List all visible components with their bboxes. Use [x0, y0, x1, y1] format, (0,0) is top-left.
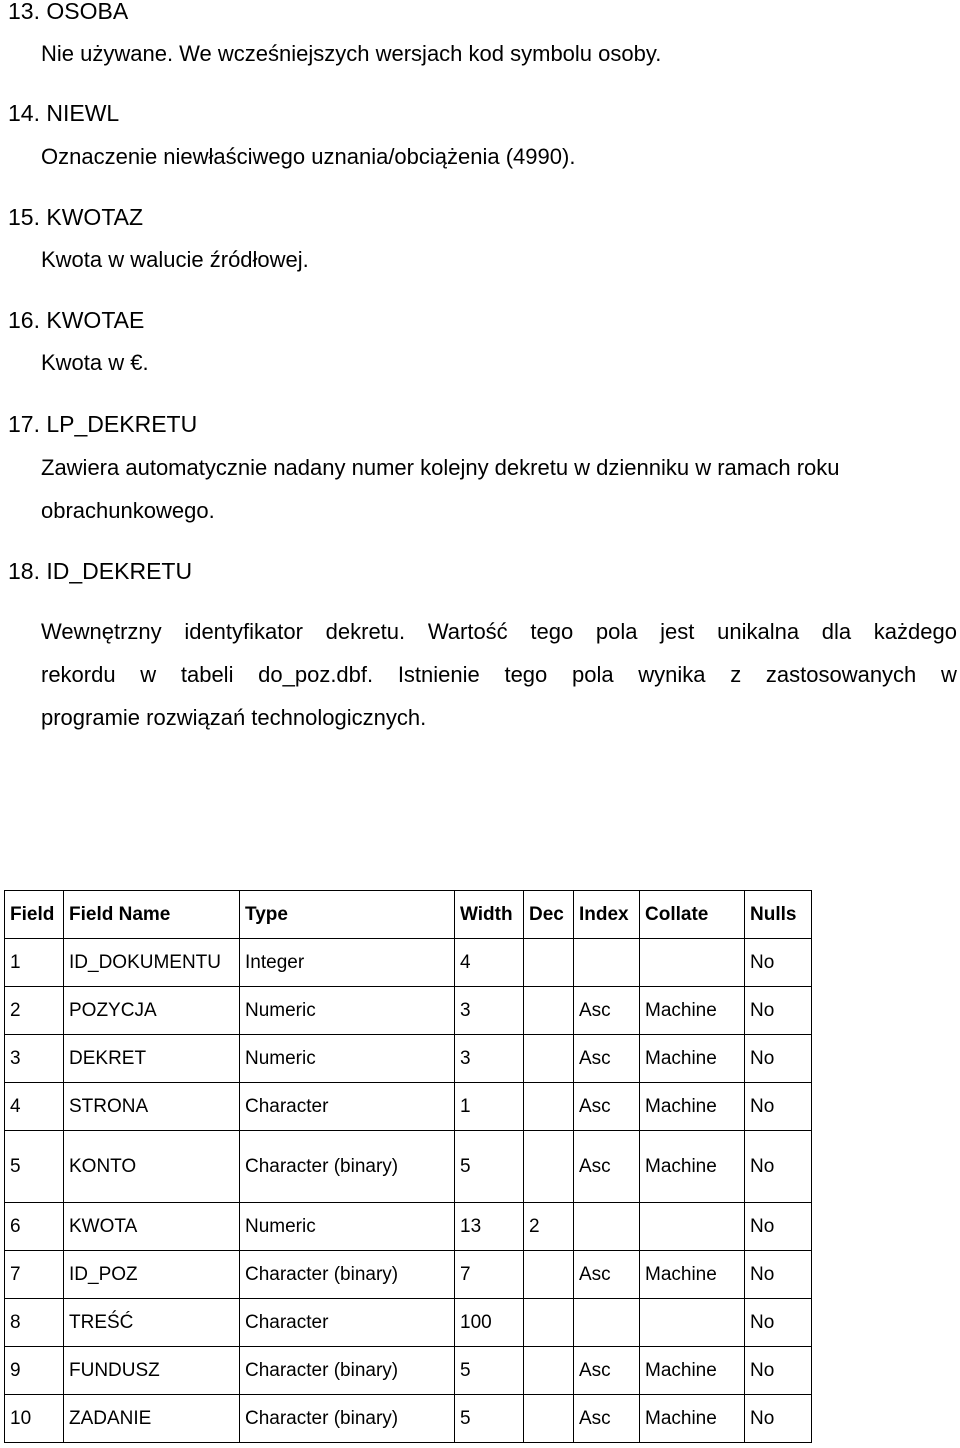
section-name: KWOTAE	[46, 307, 145, 333]
cell-width: 1	[455, 1083, 524, 1131]
cell-index	[574, 1203, 640, 1251]
cell-dec	[524, 939, 574, 987]
cell-width: 5	[455, 1347, 524, 1395]
section-16-heading	[8, 306, 144, 334]
cell-dec	[524, 1299, 574, 1347]
cell-type: Character	[240, 1299, 455, 1347]
cell-index	[574, 939, 640, 987]
cell-field: 10	[5, 1395, 64, 1443]
cell-nulls: No	[745, 1299, 812, 1347]
cell-nulls: No	[745, 939, 812, 987]
table-row	[5, 1203, 812, 1251]
cell-field-name: POZYCJA	[64, 987, 240, 1035]
cell-field-name: TREŚĆ	[64, 1299, 240, 1347]
cell-dec	[524, 1035, 574, 1083]
section-13-heading	[8, 0, 128, 25]
section-number: 16.	[8, 307, 40, 333]
section-name: NIEWL	[46, 100, 120, 126]
cell-width: 4	[455, 939, 524, 987]
column-header-field-name: Field Name	[64, 891, 240, 939]
section-16-description: Kwota w €.	[41, 350, 149, 375]
section-number: 13.	[8, 0, 40, 24]
word: w	[140, 662, 157, 687]
cell-index: Asc	[574, 1395, 640, 1443]
cell-dec	[524, 987, 574, 1035]
cell-index: Asc	[574, 987, 640, 1035]
cell-dec	[524, 1347, 574, 1395]
word: do_poz.dbf.	[258, 662, 374, 687]
word: dla	[821, 619, 852, 644]
section-number: 14.	[8, 100, 40, 126]
section-name: OSOBA	[46, 0, 129, 24]
cell-field: 2	[5, 987, 64, 1035]
cell-dec	[524, 1131, 574, 1203]
table-row	[5, 1395, 812, 1443]
column-header-field: Field	[5, 891, 64, 939]
cell-collate: Machine	[640, 1395, 745, 1443]
cell-field: 3	[5, 1035, 64, 1083]
cell-dec: 2	[524, 1203, 574, 1251]
cell-collate	[640, 1203, 745, 1251]
cell-collate	[640, 939, 745, 987]
cell-collate	[640, 1299, 745, 1347]
cell-type: Character (binary)	[240, 1347, 455, 1395]
cell-nulls: No	[745, 987, 812, 1035]
section-18-heading	[8, 557, 192, 585]
word: unikalna	[717, 619, 800, 644]
word: tego	[530, 619, 574, 644]
word: każdego	[873, 619, 957, 644]
cell-width: 5	[455, 1131, 524, 1203]
word: Wewnętrzny	[41, 619, 162, 644]
cell-nulls: No	[745, 1083, 812, 1131]
cell-nulls: No	[745, 1251, 812, 1299]
cell-type: Character (binary)	[240, 1131, 455, 1203]
cell-collate: Machine	[640, 987, 745, 1035]
cell-collate: Machine	[640, 1131, 745, 1203]
section-18-description-line-1	[41, 618, 957, 646]
word: wynika	[638, 662, 706, 687]
cell-type: Character	[240, 1083, 455, 1131]
cell-field-name: ID_DOKUMENTU	[64, 939, 240, 987]
table-row	[5, 987, 812, 1035]
cell-field: 4	[5, 1083, 64, 1131]
column-header-index: Index	[574, 891, 640, 939]
cell-field-name: ZADANIE	[64, 1395, 240, 1443]
cell-field-name: ID_POZ	[64, 1251, 240, 1299]
word: pola	[571, 662, 614, 687]
cell-field-name: STRONA	[64, 1083, 240, 1131]
cell-index: Asc	[574, 1035, 640, 1083]
section-name: ID_DEKRETU	[46, 558, 193, 584]
section-18-description-line-2	[41, 661, 957, 689]
table-row	[5, 1035, 812, 1083]
table-row	[5, 1083, 812, 1131]
column-header-collate: Collate	[640, 891, 745, 939]
field-definition-table	[4, 890, 812, 1443]
cell-collate: Machine	[640, 1251, 745, 1299]
cell-type: Character (binary)	[240, 1395, 455, 1443]
cell-type: Numeric	[240, 1203, 455, 1251]
column-header-nulls: Nulls	[745, 891, 812, 939]
word: tabeli	[180, 662, 234, 687]
cell-field: 6	[5, 1203, 64, 1251]
section-14-description: Oznaczenie niewłaściwego uznania/obciążenia (4990).	[41, 144, 576, 169]
cell-field: 7	[5, 1251, 64, 1299]
cell-field-name: KONTO	[64, 1131, 240, 1203]
word: zastosowanych	[765, 662, 917, 687]
cell-dec	[524, 1395, 574, 1443]
word: identyfikator	[184, 619, 303, 644]
cell-width: 7	[455, 1251, 524, 1299]
section-17-heading	[8, 410, 197, 438]
word: tego	[504, 662, 548, 687]
cell-field: 1	[5, 939, 64, 987]
word: dekretu.	[325, 619, 406, 644]
table-row	[5, 939, 812, 987]
section-17-description-line-2: obrachunkowego.	[41, 498, 215, 523]
section-15-heading	[8, 203, 143, 231]
cell-width: 3	[455, 987, 524, 1035]
cell-type: Numeric	[240, 987, 455, 1035]
table-row	[5, 1347, 812, 1395]
section-18-description-line-3: programie rozwiązań technologicznych.	[41, 705, 427, 730]
section-number: 15.	[8, 204, 40, 230]
table-header-row	[5, 891, 812, 939]
column-header-type: Type	[240, 891, 455, 939]
cell-nulls: No	[745, 1203, 812, 1251]
word: jest	[660, 619, 695, 644]
cell-nulls: No	[745, 1395, 812, 1443]
cell-index: Asc	[574, 1131, 640, 1203]
cell-field: 8	[5, 1299, 64, 1347]
word: pola	[595, 619, 638, 644]
table-row	[5, 1131, 812, 1203]
cell-width: 100	[455, 1299, 524, 1347]
word: Wartość	[427, 619, 508, 644]
cell-type: Integer	[240, 939, 455, 987]
cell-field-name: KWOTA	[64, 1203, 240, 1251]
cell-type: Character (binary)	[240, 1251, 455, 1299]
cell-nulls: No	[745, 1035, 812, 1083]
cell-field-name: DEKRET	[64, 1035, 240, 1083]
cell-dec	[524, 1083, 574, 1131]
section-14-heading	[8, 99, 119, 127]
cell-nulls: No	[745, 1347, 812, 1395]
table-row	[5, 1299, 812, 1347]
word: z	[730, 662, 742, 687]
column-header-dec: Dec	[524, 891, 574, 939]
column-header-width: Width	[455, 891, 524, 939]
cell-dec	[524, 1251, 574, 1299]
cell-type: Numeric	[240, 1035, 455, 1083]
cell-index	[574, 1299, 640, 1347]
cell-field-name: FUNDUSZ	[64, 1347, 240, 1395]
cell-field: 5	[5, 1131, 64, 1203]
cell-field: 9	[5, 1347, 64, 1395]
table-row	[5, 1251, 812, 1299]
section-15-description: Kwota w walucie źródłowej.	[41, 247, 309, 272]
word: w	[940, 662, 957, 687]
cell-collate: Machine	[640, 1083, 745, 1131]
cell-collate: Machine	[640, 1347, 745, 1395]
section-number: 17.	[8, 411, 40, 437]
section-name: LP_DEKRETU	[46, 411, 198, 437]
word: Istnienie	[397, 662, 480, 687]
section-17-description-line-1: Zawiera automatycznie nadany numer kolejny dekretu w dzienniku w ramach roku	[41, 455, 840, 480]
cell-width: 3	[455, 1035, 524, 1083]
cell-index: Asc	[574, 1251, 640, 1299]
section-name: KWOTAZ	[46, 204, 144, 230]
word: rekordu	[41, 662, 116, 687]
cell-index: Asc	[574, 1083, 640, 1131]
section-number: 18.	[8, 558, 40, 584]
section-13-description: Nie używane. We wcześniejszych wersjach kod symbolu osoby.	[41, 41, 662, 66]
cell-width: 13	[455, 1203, 524, 1251]
cell-width: 5	[455, 1395, 524, 1443]
cell-nulls: No	[745, 1131, 812, 1203]
cell-index: Asc	[574, 1347, 640, 1395]
cell-collate: Machine	[640, 1035, 745, 1083]
